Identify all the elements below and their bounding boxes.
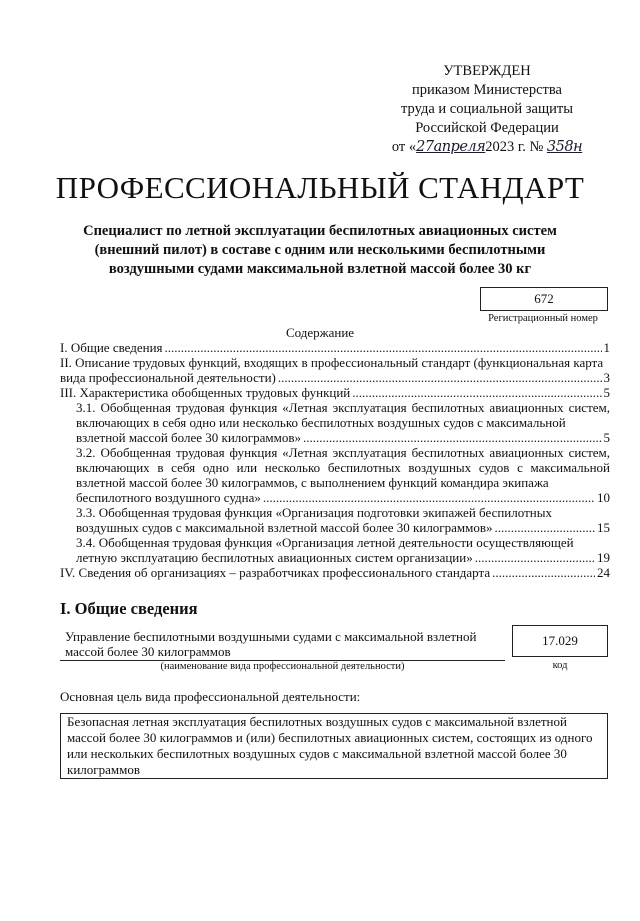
toc-item-text: 3.4. Обобщенная трудовая функция «Организация летной деятельности осуществляющей xyxy=(76,535,574,550)
toc-item-title: воздушных судов с максимальной взлетной массой более 30 килограммов» xyxy=(76,520,493,535)
toc-item-title: взлетной массой более 30 килограммов» xyxy=(76,430,301,445)
toc-page-number: 5 xyxy=(603,430,610,445)
goal-label: Основная цель вида профессиональной деятельности: xyxy=(60,689,361,704)
activity-code-box: 17.029 xyxy=(512,625,608,657)
toc-item-text: 3.1. Обобщенная трудовая функция «Летная эксплуатация беспилотных авиационных систем, включающих в себя одно или несколько беспилотных воздушных судов с максимальной xyxy=(76,400,610,430)
toc-title: Содержание xyxy=(285,325,355,340)
goal-box: Безопасная летная эксплуатация беспилотных воздушных судов с максимальной взлетной массой более 30 килограммов и (или) беспилотных авиационных систем, состоящих из одного или нескольких беспилотных воздушных судов с максимальной взлетной массой более 30 килограммов xyxy=(60,713,608,779)
toc-leader-dots xyxy=(475,550,595,565)
toc-page-number: 15 xyxy=(597,520,610,535)
toc-item xyxy=(60,355,610,385)
toc-leader-dots xyxy=(352,385,601,400)
toc-item xyxy=(60,565,610,580)
approval-line-2: приказом Министерства xyxy=(412,82,562,98)
toc-page-number: 19 xyxy=(597,550,610,565)
toc-item xyxy=(76,505,610,535)
standard-name: Специалист по летной эксплуатации беспилотных авиационных систем (внешний пилот) в составе с одним или несколькими беспилотными воздушными судами максимальной взлетной массой более 30 кг xyxy=(83,223,557,277)
toc-item xyxy=(76,445,610,505)
toc-item-title: I. Общие сведения xyxy=(60,340,163,355)
approval-line-1: УТВЕРЖДЕН xyxy=(443,63,531,79)
toc-item xyxy=(76,400,610,445)
activity-code-caption: код xyxy=(552,660,568,671)
table-of-contents xyxy=(60,340,610,580)
toc-item-title: IV. Сведения об организациях – разработчиках профессионального стандарта xyxy=(60,565,491,580)
toc-leader-dots xyxy=(492,565,595,580)
toc-item-text: 3.3. Обобщенная трудовая функция «Организация подготовки экипажей беспилотных xyxy=(76,505,552,520)
approval-block xyxy=(380,62,594,157)
toc-page-number: 3 xyxy=(603,370,610,385)
toc-item xyxy=(76,535,610,565)
toc-leader-dots xyxy=(495,520,595,535)
toc-item-title: беспилотного воздушного судна» xyxy=(76,490,261,505)
approval-line-3: труда и социальной защиты xyxy=(401,101,573,117)
registration-number-caption: Регистрационный номер xyxy=(488,313,598,324)
approval-line-4: Российской Федерации xyxy=(415,120,559,136)
toc-page-number: 10 xyxy=(597,490,610,505)
toc-item xyxy=(60,340,610,355)
date-day-handwritten: 27 xyxy=(416,139,434,155)
section-1-heading: I. Общие сведения xyxy=(60,599,198,618)
toc-page-number: 24 xyxy=(597,565,610,580)
order-number-handwritten: 358н xyxy=(546,139,583,155)
toc-item-title: летную эксплуатацию беспилотных авиационных систем организации» xyxy=(76,550,473,565)
toc-leader-dots xyxy=(165,340,602,355)
toc-page-number: 1 xyxy=(603,340,610,355)
toc-leader-dots xyxy=(278,370,602,385)
approval-date: от «27апреля2023 г. № 358н xyxy=(391,139,583,155)
toc-leader-dots xyxy=(263,490,595,505)
toc-page-number: 5 xyxy=(603,385,610,400)
registration-number-box: 672 xyxy=(480,287,608,311)
toc-item-text: 3.2. Обобщенная трудовая функция «Летная эксплуатация беспилотных авиационных систем, включающих в себя одно или несколько беспилотных воздушных судов с максимальной взлетной массой более 30 килограммов, с выполнением функций командира экипажа xyxy=(76,445,610,490)
activity-caption: (наименование вида профессиональной деятельности) xyxy=(160,661,405,672)
toc-item-text: II. Описание трудовых функций, входящих в профессиональный стандарт (функциональная карта xyxy=(60,355,604,370)
document-title: ПРОФЕССИОНАЛЬНЫЙ СТАНДАРТ xyxy=(55,170,585,205)
activity-name: Управление беспилотными воздушными судами с максимальной взлетной массой более 30 килограммов xyxy=(65,629,477,659)
toc-leader-dots xyxy=(303,430,602,445)
date-month-handwritten: апреля xyxy=(433,139,486,155)
toc-item-title: III. Характеристика обобщенных трудовых функций xyxy=(60,385,351,400)
toc-item-title: вида профессиональной деятельности) xyxy=(60,370,276,385)
toc-item xyxy=(60,385,610,400)
